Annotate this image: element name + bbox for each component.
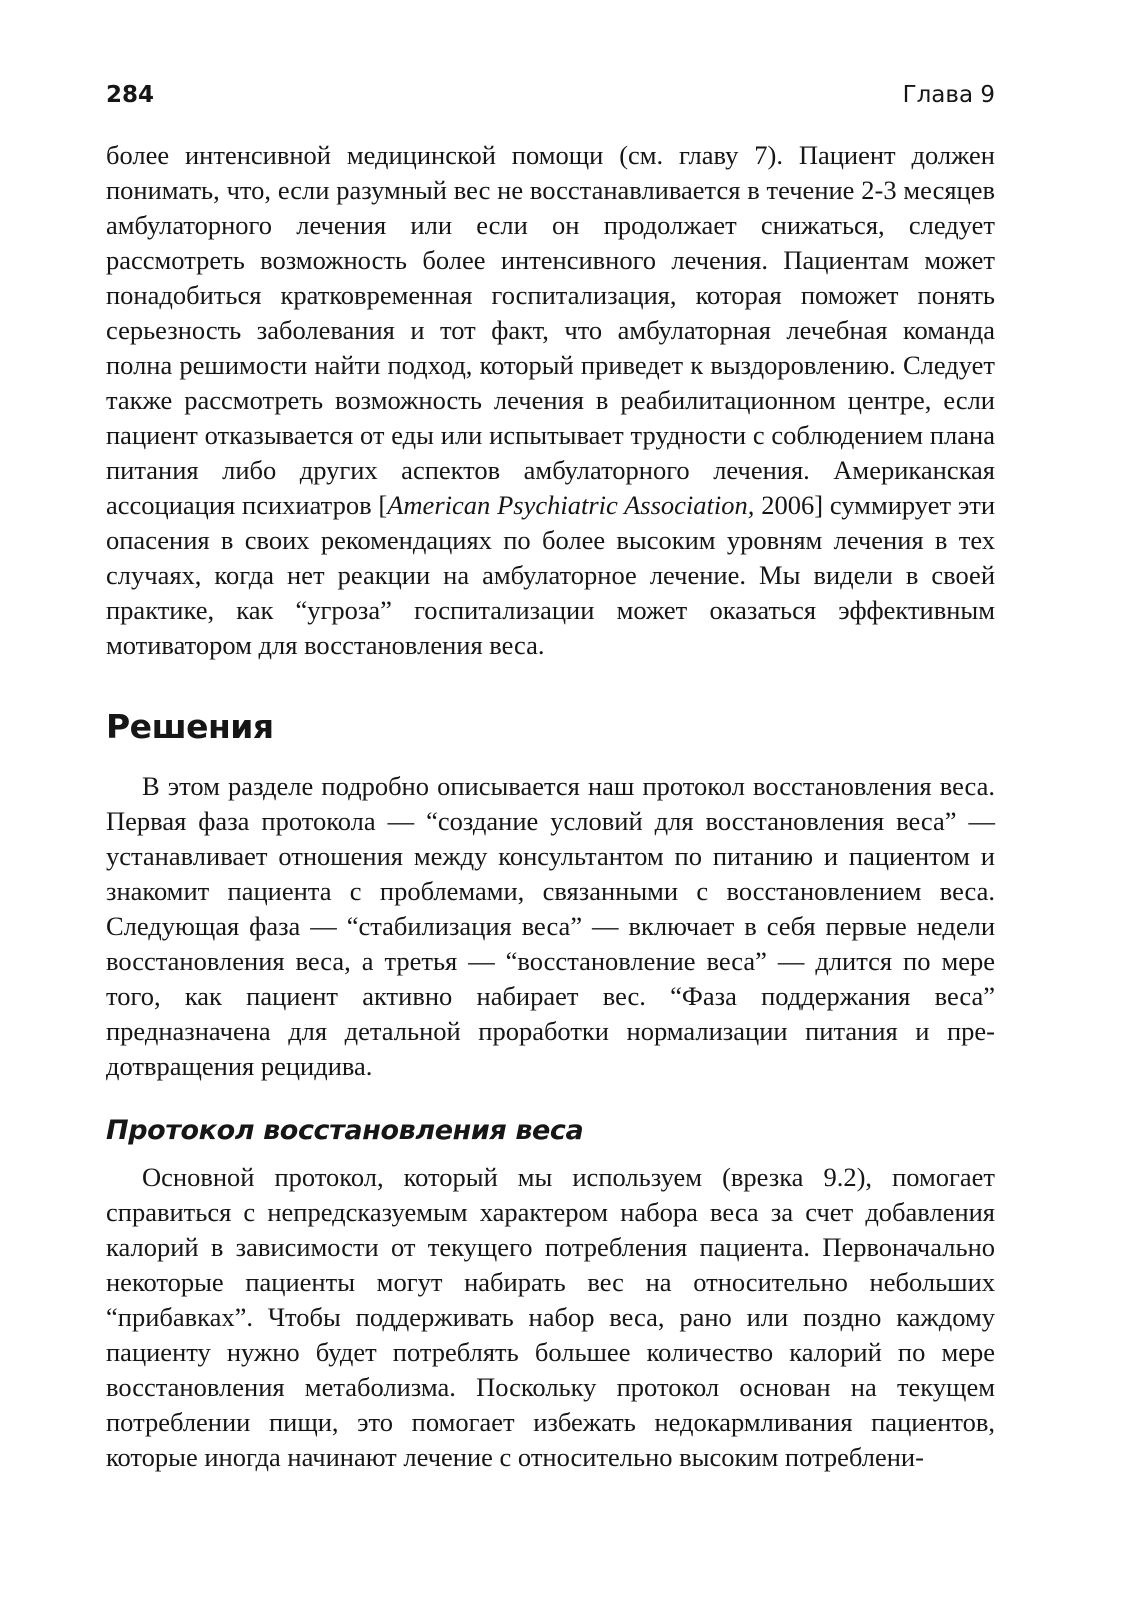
section-paragraph: В этом разделе подробно описывается наш протокол восстановления веса. Первая фаза протокола — “создание условий для восстановления веса” — устанавливает отношения между консультантом по питанию и пациентом и знакомит пациента с проблемами, связанными с восстановлением веса. Следующая фаза — “стабилизация веса” — включает в себя первые недели восстановления веса, а третья — “восстановление веса” — длится по мере того, как пациент активно набирает вес. “Фаза поддержания веса” предназначена для детальной проработки нормализации питания и предотвращения рецидива. (106, 771, 995, 1081)
paragraph-text: более интенсивной медицинской помощи (см. главу 7). Пациент должен понимать, что, если разумный вес не восстанавливается в течение 2-3 месяцев амбулаторного лечения или если он продолжает снижаться, следует рассмотреть возможность более интенсивного лечения. Пациентам может понадобиться кратковременная госпитализация, которая поможет понять серьезность заболевания и тот факт, что амбулаторная лечебная команда полна решимости найти подход, который приведет к выздоровлению. Следует также рассмотреть возможность лечения в реабилитационном центре, если пациент отказывается от еды или испытывает трудности с соблюдением плана питания либо других аспектов амбулаторного лечения. Американская ассоциация психиатров [ (106, 140, 995, 520)
section-heading: Решения (106, 707, 274, 746)
running-head (106, 82, 995, 118)
subsection-paragraph: Основной протокол, который мы используем (врезка 9.2), помогает справиться с непредсказуемым характером набора веса за счет добавления калорий в зависимости от текущего потребления пациента. Первоначально некоторые пациенты могут набирать вес на относительно небольших “прибавках”. Чтобы поддерживать набор веса, рано или поздно каждому пациенту нужно будет потреблять большее количество калорий по мере восстановления метаболизма. Поскольку протокол основан на текущем потреблении пищи, это помогает избежать недокармливания пациентов, которые иногда начинают лечение с относительно высоким потреблени- (106, 1162, 995, 1472)
paragraph-text: 2006] суммирует эти опасения в своих рекомендациях по более высоким уровням лечения в тех случаях, когда нет реакции на амбулаторное лечение. Мы видели в своей практике, как “угроза” госпитализации может оказаться эффективным мотиватором для восстановления веса. (106, 490, 996, 660)
subsection-heading: Протокол восстановления веса (106, 1115, 584, 1146)
continuation-paragraph (106, 138, 995, 663)
page-number: 284 (106, 82, 155, 108)
citation: American Psychiatric Association, (387, 490, 755, 520)
chapter-label: Глава 9 (902, 82, 995, 108)
book-page (106, 82, 995, 1475)
